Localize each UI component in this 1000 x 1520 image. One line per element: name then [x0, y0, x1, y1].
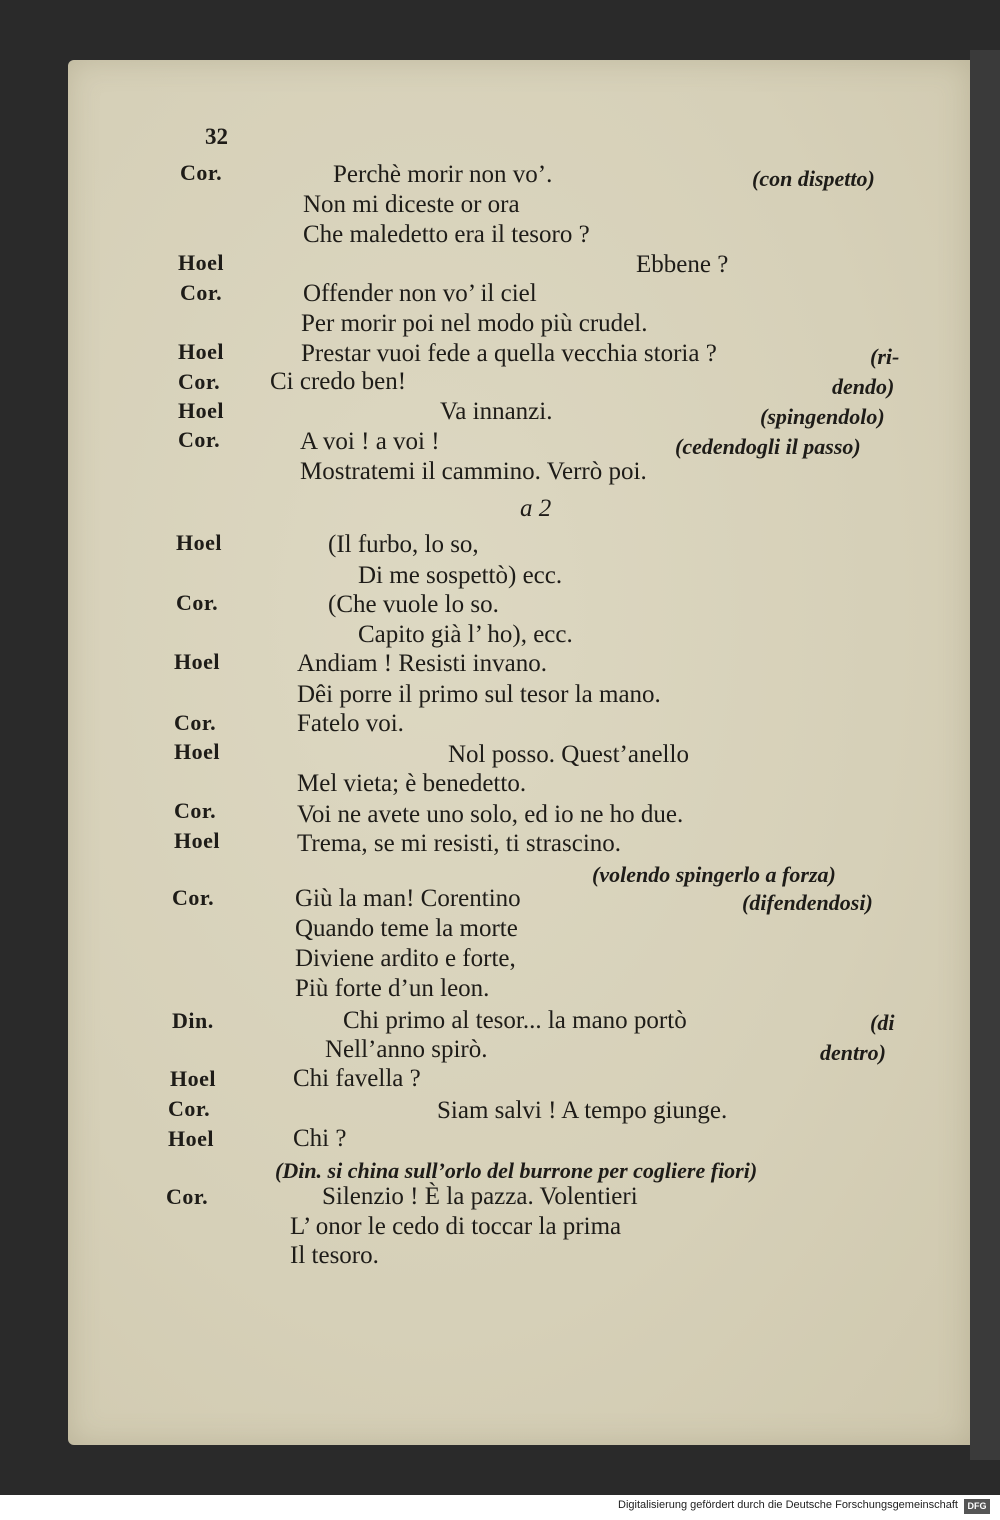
stage-direction: (volendo spingerlo a forza) [592, 862, 836, 887]
verse-line: Il tesoro. [290, 1242, 379, 1269]
verse-line: Offender non vo’ il ciel [303, 280, 537, 307]
speaker-name: Hoel [174, 828, 220, 853]
verse-line: (Il furbo, lo so, [328, 531, 479, 558]
speaker-name: Cor. [180, 280, 223, 305]
verse-line: Chi primo al tesor... la mano portò [343, 1007, 687, 1034]
speaker-name: Hoel [178, 339, 224, 364]
verse-line: Mel vieta; è benedetto. [297, 770, 527, 797]
verse-line: Trema, se mi resisti, ti strascino. [297, 830, 622, 857]
verse-line: Mostratemi il cammino. Verrò poi. [300, 458, 647, 485]
verse-line: Chi ? [293, 1125, 347, 1152]
verse-line: Voi ne avete uno solo, ed io ne ho due. [297, 801, 684, 828]
verse-line: L’ onor le cedo di toccar la prima [290, 1213, 622, 1240]
speaker-name: Cor. [174, 798, 217, 823]
verse-line: Va innanzi. [440, 398, 553, 425]
stage-direction: dendo) [832, 374, 895, 399]
stage-direction: (Din. si china sull’orlo del burrone per cogliere fiori) [275, 1158, 758, 1183]
speaker-name: Hoel [178, 398, 224, 423]
book-spine [970, 50, 1000, 1460]
verse-line: Nell’anno spirò. [325, 1036, 488, 1063]
verse-line: Prestar vuoi fede a quella vecchia storia ? [301, 340, 717, 367]
speaker-name: Cor. [166, 1184, 209, 1209]
stage-direction: (difendendosi) [742, 890, 873, 915]
speaker-name: Cor. [180, 160, 223, 185]
speaker-name: Cor. [168, 1096, 211, 1121]
stage-direction: (spingendolo) [760, 404, 885, 429]
verse-line: Silenzio ! È la pazza. Volentieri [322, 1183, 638, 1210]
speaker-name: Cor. [176, 590, 219, 615]
speaker-name: Hoel [168, 1126, 214, 1151]
section-marker: a 2 [520, 495, 552, 522]
verse-line: Siam salvi ! A tempo giunge. [437, 1097, 728, 1124]
speaker-name: Cor. [178, 369, 221, 394]
stage-direction: (di [870, 1010, 895, 1035]
digitization-footer [0, 1495, 1000, 1520]
dfg-logo: DFG [964, 1499, 990, 1514]
verse-line: Quando teme la morte [295, 915, 518, 942]
verse-line: Ebbene ? [636, 251, 729, 278]
verse-line: Diviene ardito e forte, [295, 945, 516, 972]
verse-line: Più forte d’un leon. [295, 975, 490, 1002]
verse-line: Chi favella ? [293, 1065, 421, 1092]
stage-direction: (ri- [870, 344, 900, 369]
speaker-name: Hoel [178, 250, 224, 275]
speaker-name: Cor. [178, 427, 221, 452]
speaker-name: Hoel [174, 739, 220, 764]
footer-credit: Digitalisierung gefördert durch die Deutsche Forschungsgemeinschaft [618, 1499, 958, 1511]
verse-line: Andiam ! Resisti invano. [297, 650, 547, 677]
verse-line: Capito già l’ ho), ecc. [358, 621, 573, 648]
stage-direction: (cedendogli il passo) [675, 434, 861, 459]
stage-direction: (con dispetto) [752, 166, 875, 191]
verse-line: Che maledetto era il tesoro ? [303, 221, 590, 248]
verse-line: Di me sospettò) ecc. [358, 562, 563, 589]
speaker-name: Din. [172, 1008, 214, 1033]
verse-line: (Che vuole lo so. [328, 591, 499, 618]
verse-line: Perchè morir non vo’. [333, 161, 553, 188]
verse-line: Dêi porre il primo sul tesor la mano. [297, 681, 661, 708]
speaker-name: Hoel [170, 1066, 216, 1091]
verse-line: Ci credo ben! [270, 368, 407, 395]
verse-line: Giù la man! Corentino [295, 885, 521, 912]
verse-line: Non mi diceste or ora [303, 191, 520, 218]
page-number: 32 [205, 124, 228, 149]
speaker-name: Hoel [176, 530, 222, 555]
verse-line: A voi ! a voi ! [300, 428, 440, 455]
speaker-name: Hoel [174, 649, 220, 674]
verse-line: Fatelo voi. [297, 710, 404, 737]
verse-line: Per morir poi nel modo più crudel. [301, 310, 648, 337]
speaker-name: Cor. [172, 885, 215, 910]
verse-line: Nol posso. Quest’anello [448, 741, 689, 768]
stage-direction: dentro) [820, 1040, 886, 1065]
speaker-name: Cor. [174, 710, 217, 735]
